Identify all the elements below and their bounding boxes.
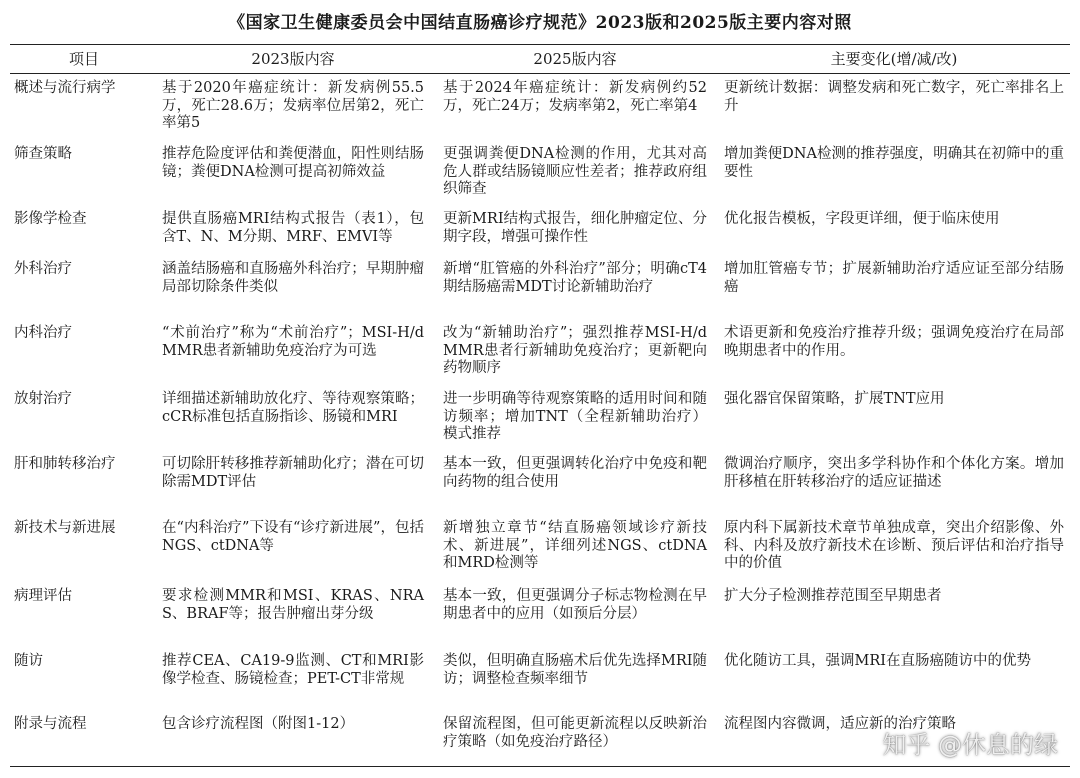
row-change-cell: 更新统计数据：调整发病和死亡数字，死亡率排名上升 [724,80,1064,114]
row-change-cell: 微调治疗顺序，突出多学科协作和个体化方案。增加肝移植在肝转移治疗的适应证描述 [724,456,1064,490]
row-2025-cell: 保留流程图，但可能更新流程以反映新治疗策略（如免疫治疗路径） [443,716,707,750]
row-2023-cell: 推荐CEA、CA19-9监测、CT和MRI影像学检查、肠镜检查；PET-CT非常规 [162,653,424,687]
row-item-cell: 概述与流行病学 [14,80,116,96]
row-change-cell: 原内科下属新技术章节单独成章，突出介绍影像、外科、内科及放疗新技术在诊断、预后评估和治疗指导中的价值 [724,520,1064,571]
row-item-cell: 病理评估 [14,588,72,604]
row-2023-cell: 可切除肝转移推荐新辅助化疗；潜在可切除需MDT评估 [162,456,424,490]
row-change-cell: 术语更新和免疫治疗推荐升级；强调免疫治疗在局部晚期患者中的作用。 [724,325,1064,359]
header-2025: 2025版内容 [533,50,617,68]
row-2023-cell: 在“内科治疗”下设有“诊疗新进展”，包括NGS、ctDNA等 [162,520,424,554]
row-item-cell: 随访 [14,653,43,669]
row-change-cell: 扩大分子检测推荐范围至早期患者 [724,588,942,604]
row-2023-cell: 基于2020年癌症统计：新发病例55.5万，死亡28.6万；发病率位居第2，死亡率第5 [162,80,424,131]
table-header-rule [10,73,1070,74]
row-2023-cell: 包含诊疗流程图（附图1-12） [162,716,355,732]
row-change-cell: 增加肛管癌专节；扩展新辅助治疗适应证至部分结肠癌 [724,261,1064,295]
row-2025-cell: 新增“肛管癌的外科治疗”部分；明确cT4期结肠癌需MDT讨论新辅助治疗 [443,261,707,295]
header-changes: 主要变化(增/减/改) [830,50,958,68]
row-item-cell: 附录与流程 [14,716,87,732]
row-2025-cell: 类似，但明确直肠癌术后优先选择MRI随访；调整检查频率细节 [443,653,707,687]
row-2023-cell: 要求检测MMR和MSI、KRAS、NRAS、BRAF等；报告肿瘤出芽分级 [162,588,424,622]
row-2023-cell: 详细描述新辅助放化疗、等待观察策略；cCR标准包括直肠指诊、肠镜和MRI [162,391,424,425]
row-item-cell: 外科治疗 [14,261,72,277]
row-2023-cell: 涵盖结肠癌和直肠癌外科治疗；早期肿瘤局部切除条件类似 [162,261,424,295]
row-2025-cell: 新增独立章节“结直肠癌领域诊疗新技术、新进展”，详细列述NGS、ctDNA和MRD检测等 [443,520,707,571]
row-change-cell: 强化器官保留策略，扩展TNT应用 [724,391,945,407]
page-title: 《国家卫生健康委员会中国结直肠癌诊疗规范》2023版和2025版主要内容对照 [228,13,852,33]
row-2023-cell: “术前治疗”称为“术前治疗”；MSI-H/dMMR患者新辅助免疫治疗为可选 [162,325,424,359]
row-2025-cell: 基本一致，但更强调分子标志物检测在早期患者中的应用（如预后分层） [443,588,707,622]
table-top-rule [10,44,1070,45]
row-item-cell: 影像学检查 [14,211,87,227]
row-change-cell: 优化报告模板，字段更详细，便于临床使用 [724,211,1000,227]
row-2025-cell: 更强调粪便DNA检测的作用，尤其对高危人群或结肠镜顺应性差者；推荐政府组织筛查 [443,146,707,197]
row-item-cell: 肝和肺转移治疗 [14,456,116,472]
row-2025-cell: 改为“新辅助治疗”；强烈推荐MSI-H/dMMR患者行新辅助免疫治疗；更新靶向药物顺序 [443,325,707,376]
row-2025-cell: 基本一致，但更强调转化治疗中免疫和靶向药物的组合使用 [443,456,707,490]
row-item-cell: 内科治疗 [14,325,72,341]
watermark: 知乎 @休息的绿 [882,731,1058,759]
table-bottom-rule [10,766,1070,767]
row-2025-cell: 更新MRI结构式报告，细化肿瘤定位、分期字段，增强可操作性 [443,211,707,245]
row-change-cell: 优化随访工具，强调MRI在直肠癌随访中的优势 [724,653,1031,669]
header-2023: 2023版内容 [251,50,335,68]
row-2023-cell: 推荐危险度评估和粪便潜血，阳性则结肠镜；粪便DNA检测可提高初筛效益 [162,146,424,180]
row-item-cell: 筛查策略 [14,146,72,162]
row-item-cell: 放射治疗 [14,391,72,407]
row-change-cell: 流程图内容微调，适应新的治疗策略 [724,716,956,732]
row-2025-cell: 进一步明确等待观察策略的适用时间和随访频率；增加TNT（全程新辅助治疗）模式推荐 [443,391,707,442]
row-item-cell: 新技术与新进展 [14,520,116,536]
row-2023-cell: 提供直肠癌MRI结构式报告（表1），包含T、N、M分期、MRF、EMVI等 [162,211,424,245]
header-item: 项目 [68,50,99,68]
row-2025-cell: 基于2024年癌症统计：新发病例约52万，死亡24万；发病率第2，死亡率第4 [443,80,707,114]
row-change-cell: 增加粪便DNA检测的推荐强度，明确其在初筛中的重要性 [724,146,1064,180]
